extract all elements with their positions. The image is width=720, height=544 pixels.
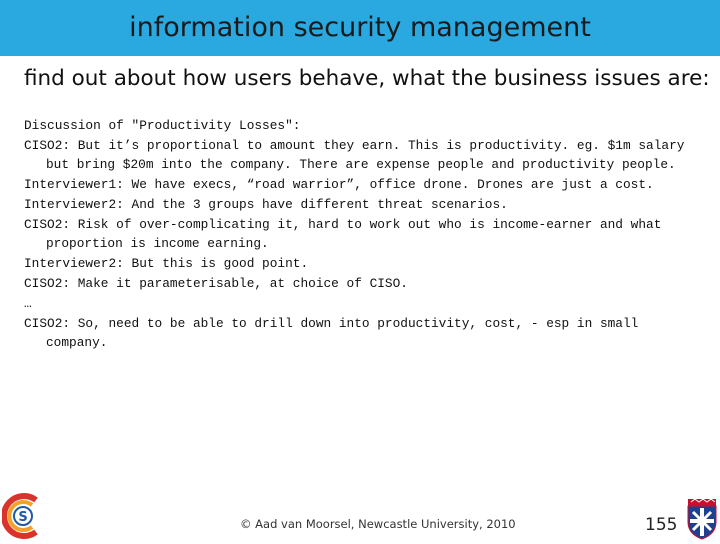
footer-copyright: © Aad van Moorsel, Newcastle University, 2010 bbox=[240, 517, 516, 531]
transcript-line: Discussion of "Productivity Losses": bbox=[24, 118, 301, 133]
transcript-line: Interviewer2: And the 3 groups have different threat scenarios. bbox=[24, 197, 508, 213]
transcript bbox=[24, 117, 704, 354]
page-number: 155 bbox=[645, 515, 678, 535]
university-crest-icon bbox=[685, 498, 719, 540]
transcript-line: … bbox=[24, 296, 32, 312]
title-bar bbox=[0, 0, 720, 56]
slide-subtitle: find out about how users behave, what the business issues are: bbox=[24, 66, 710, 91]
page-title: information security management bbox=[129, 11, 591, 43]
transcript-line: CISO2: Make it parameterisable, at choice of CISO. bbox=[24, 276, 408, 292]
transcript-line: Interviewer2: But this is good point. bbox=[24, 255, 309, 271]
transcript-line: Interviewer1: We have execs, “road warrior”, office drone. Drones are just a cost. bbox=[24, 176, 654, 192]
cs-logo-icon bbox=[2, 492, 44, 540]
transcript-line: CISO2: So, need to be able to drill down into productivity, cost, - esp in small company. bbox=[24, 316, 639, 350]
transcript-line: CISO2: But it’s proportional to amount they earn. This is productivity. eg. $1m salary but bring $20m into the company. There are expense people and productivity people. bbox=[24, 138, 685, 172]
transcript-line: CISO2: Risk of over-complicating it, hard to work out who is income-earner and what proportion is income earning. bbox=[24, 217, 662, 251]
cs-logo-letter: S bbox=[18, 510, 28, 525]
